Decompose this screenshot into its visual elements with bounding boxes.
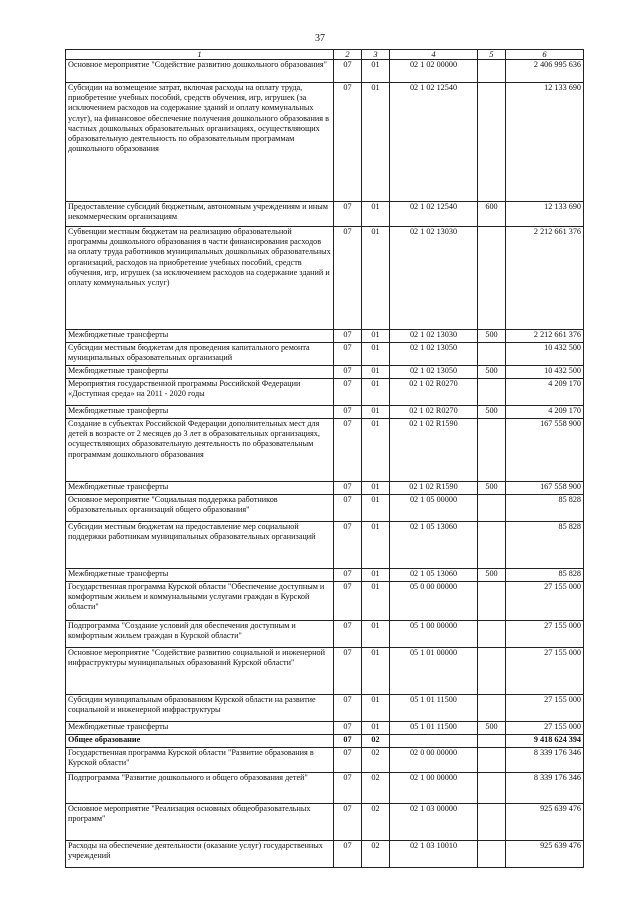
header-cell: 1	[66, 50, 334, 60]
row-section-cell: 07	[334, 83, 362, 202]
row-expense-type-cell	[478, 495, 506, 522]
row-section-cell: 07	[334, 621, 362, 648]
table-row	[66, 482, 584, 495]
table-row	[66, 841, 584, 868]
row-target-code-cell: 05 1 01 00000	[390, 648, 478, 695]
row-target-code-cell: 05 1 01 11500	[390, 722, 478, 735]
row-section-cell: 07	[334, 569, 362, 582]
row-name-cell: Основное мероприятие "Содействие развитию дошкольного образования"	[66, 60, 334, 83]
row-subsection-cell: 01	[362, 482, 390, 495]
row-target-code-cell: 02 1 02 00000	[390, 60, 478, 83]
row-name-cell: Межбюджетные трансферты	[66, 330, 334, 343]
header-cell: 3	[362, 50, 390, 60]
row-section-cell: 07	[334, 60, 362, 83]
row-expense-type-cell	[478, 379, 506, 406]
row-target-code-cell: 02 1 02 R1590	[390, 482, 478, 495]
row-subsection-cell: 01	[362, 83, 390, 202]
row-expense-type-cell	[478, 60, 506, 83]
row-amount-cell: 27 155 000	[506, 621, 584, 648]
row-amount-cell: 85 828	[506, 569, 584, 582]
row-name-cell: Общее образование	[66, 735, 334, 748]
row-expense-type-cell: 500	[478, 482, 506, 495]
row-section-cell: 07	[334, 695, 362, 722]
row-amount-cell: 8 339 176 346	[506, 748, 584, 773]
table-row	[66, 330, 584, 343]
row-section-cell: 07	[334, 419, 362, 482]
row-section-cell: 07	[334, 841, 362, 868]
row-subsection-cell: 02	[362, 804, 390, 841]
row-subsection-cell: 01	[362, 379, 390, 406]
row-name-cell: Подпрограмма "Создание условий для обеспечения доступным и комфортным жильем граждан в Курской области"	[66, 621, 334, 648]
row-expense-type-cell	[478, 773, 506, 804]
row-target-code-cell: 02 1 05 13060	[390, 522, 478, 569]
row-name-cell: Основное мероприятие "Социальная поддержка работников образовательных организаций общего образования"	[66, 495, 334, 522]
table-row	[66, 202, 584, 227]
row-name-cell: Создание в субъектах Российской Федерации дополнительных мест для детей в возрасте от 2 месяцев до 3 лет в образовательных организациях, осуществляющих образовательную деятельность по образовательным программам дошкольного образования	[66, 419, 334, 482]
row-subsection-cell: 01	[362, 722, 390, 735]
row-name-cell: Основное мероприятие "Реализация основных общеобразовательных программ"	[66, 804, 334, 841]
row-amount-cell: 85 828	[506, 495, 584, 522]
row-amount-cell: 925 639 476	[506, 804, 584, 841]
row-section-cell: 07	[334, 522, 362, 569]
row-expense-type-cell	[478, 343, 506, 366]
table-row	[66, 495, 584, 522]
row-amount-cell: 27 155 000	[506, 722, 584, 735]
row-subsection-cell: 01	[362, 621, 390, 648]
row-name-cell: Межбюджетные трансферты	[66, 366, 334, 379]
row-expense-type-cell: 500	[478, 366, 506, 379]
row-name-cell: Субсидии местным бюджетам на предоставление мер социальной поддержки работникам муниципальных образовательных организаций	[66, 522, 334, 569]
row-target-code-cell: 02 1 05 00000	[390, 495, 478, 522]
row-name-cell: Субвенции местным бюджетам на реализацию образовательной программы дошкольного образования в части финансирования расходов на оплату труда работников муниципальных дошкольных образовательных организаций, расходов на приобретение учебных пособий, средств обучения, игр, игрушек (за исключением расходов на содержание зданий и оплату коммунальных услуг)	[66, 227, 334, 330]
row-expense-type-cell	[478, 582, 506, 621]
table-row	[66, 522, 584, 569]
row-expense-type-cell	[478, 648, 506, 695]
table-row	[66, 748, 584, 773]
row-subsection-cell: 01	[362, 60, 390, 83]
row-section-cell: 07	[334, 648, 362, 695]
table-row	[66, 804, 584, 841]
row-amount-cell: 2 212 661 376	[506, 227, 584, 330]
table-row	[66, 569, 584, 582]
row-expense-type-cell	[478, 804, 506, 841]
row-section-cell: 07	[334, 366, 362, 379]
row-subsection-cell: 02	[362, 735, 390, 748]
row-subsection-cell: 01	[362, 522, 390, 569]
row-amount-cell: 12 133 690	[506, 83, 584, 202]
row-name-cell: Межбюджетные трансферты	[66, 406, 334, 419]
row-section-cell: 07	[334, 379, 362, 406]
row-subsection-cell: 02	[362, 748, 390, 773]
table-row	[66, 621, 584, 648]
row-target-code-cell: 02 1 02 13030	[390, 330, 478, 343]
table-row	[66, 406, 584, 419]
table-row	[66, 227, 584, 330]
row-expense-type-cell	[478, 83, 506, 202]
row-target-code-cell	[390, 735, 478, 748]
row-amount-cell: 10 432 500	[506, 343, 584, 366]
table-row	[66, 419, 584, 482]
row-name-cell: Основное мероприятие "Содействие развитию социальной и инженерной инфраструктуры муниципальных образований Курской области"	[66, 648, 334, 695]
header-row	[66, 50, 584, 60]
row-target-code-cell: 02 1 03 00000	[390, 804, 478, 841]
row-section-cell: 07	[334, 773, 362, 804]
row-name-cell: Субсидии муниципальным образованиям Курской области на развитие социальной и инженерной инфраструктуры	[66, 695, 334, 722]
row-amount-cell: 27 155 000	[506, 695, 584, 722]
row-amount-cell: 85 828	[506, 522, 584, 569]
row-amount-cell: 925 639 476	[506, 841, 584, 868]
row-target-code-cell: 02 1 02 R0270	[390, 406, 478, 419]
row-amount-cell: 12 133 690	[506, 202, 584, 227]
row-expense-type-cell	[478, 748, 506, 773]
table-row	[66, 366, 584, 379]
row-subsection-cell: 01	[362, 343, 390, 366]
row-expense-type-cell	[478, 735, 506, 748]
row-expense-type-cell: 500	[478, 406, 506, 419]
row-section-cell: 07	[334, 495, 362, 522]
row-expense-type-cell	[478, 695, 506, 722]
header-cell: 4	[390, 50, 478, 60]
row-expense-type-cell: 600	[478, 202, 506, 227]
row-section-cell: 07	[334, 582, 362, 621]
header-cell: 2	[334, 50, 362, 60]
row-name-cell: Межбюджетные трансферты	[66, 482, 334, 495]
row-target-code-cell: 02 1 02 12540	[390, 202, 478, 227]
row-subsection-cell: 01	[362, 582, 390, 621]
row-section-cell: 07	[334, 330, 362, 343]
table-row	[66, 722, 584, 735]
row-section-cell: 07	[334, 722, 362, 735]
row-section-cell: 07	[334, 804, 362, 841]
row-target-code-cell: 02 1 05 13060	[390, 569, 478, 582]
row-expense-type-cell: 500	[478, 722, 506, 735]
table-row	[66, 60, 584, 83]
row-target-code-cell: 02 1 02 12540	[390, 83, 478, 202]
table-row	[66, 695, 584, 722]
row-section-cell: 07	[334, 406, 362, 419]
row-target-code-cell: 05 0 00 00000	[390, 582, 478, 621]
row-expense-type-cell: 500	[478, 569, 506, 582]
row-amount-cell: 2 406 995 636	[506, 60, 584, 83]
row-amount-cell: 8 339 176 346	[506, 773, 584, 804]
row-target-code-cell: 02 0 00 00000	[390, 748, 478, 773]
row-expense-type-cell	[478, 621, 506, 648]
table-row	[66, 582, 584, 621]
header-cell: 6	[506, 50, 584, 60]
row-section-cell: 07	[334, 343, 362, 366]
row-section-cell: 07	[334, 482, 362, 495]
row-section-cell: 07	[334, 748, 362, 773]
row-amount-cell: 27 155 000	[506, 648, 584, 695]
row-name-cell: Подпрограмма "Развитие дошкольного и общего образования детей"	[66, 773, 334, 804]
row-subsection-cell: 01	[362, 366, 390, 379]
row-target-code-cell: 05 1 01 11500	[390, 695, 478, 722]
row-name-cell: Расходы на обеспечение деятельности (оказание услуг) государственных учреждений	[66, 841, 334, 868]
row-name-cell: Межбюджетные трансферты	[66, 569, 334, 582]
row-name-cell: Государственная программа Курской области "Развитие образования в Курской области"	[66, 748, 334, 773]
row-subsection-cell: 01	[362, 330, 390, 343]
row-name-cell: Государственная программа Курской области "Обеспечение доступным и комфортным жильем и коммунальными услугами граждан в Курской области"	[66, 582, 334, 621]
row-subsection-cell: 02	[362, 841, 390, 868]
row-target-code-cell: 02 1 02 R0270	[390, 379, 478, 406]
row-target-code-cell: 02 1 02 13030	[390, 227, 478, 330]
row-name-cell: Межбюджетные трансферты	[66, 722, 334, 735]
row-subsection-cell: 01	[362, 569, 390, 582]
row-subsection-cell: 01	[362, 648, 390, 695]
row-amount-cell: 4 209 170	[506, 379, 584, 406]
row-target-code-cell: 02 1 03 10010	[390, 841, 478, 868]
row-target-code-cell: 02 1 02 R1590	[390, 419, 478, 482]
row-section-cell: 07	[334, 227, 362, 330]
table-row	[66, 735, 584, 748]
row-amount-cell: 167 558 900	[506, 482, 584, 495]
table-row	[66, 343, 584, 366]
row-subsection-cell: 01	[362, 227, 390, 330]
row-subsection-cell: 01	[362, 406, 390, 419]
row-subsection-cell: 01	[362, 495, 390, 522]
page-number: 37	[315, 33, 325, 44]
row-amount-cell: 10 432 500	[506, 366, 584, 379]
row-subsection-cell: 01	[362, 695, 390, 722]
row-target-code-cell: 02 1 00 00000	[390, 773, 478, 804]
row-amount-cell: 4 209 170	[506, 406, 584, 419]
row-section-cell: 07	[334, 202, 362, 227]
row-expense-type-cell	[478, 227, 506, 330]
table-row	[66, 83, 584, 202]
row-amount-cell: 9 418 624 394	[506, 735, 584, 748]
table-row	[66, 773, 584, 804]
row-amount-cell: 2 212 661 376	[506, 330, 584, 343]
row-target-code-cell: 05 1 00 00000	[390, 621, 478, 648]
table-row	[66, 379, 584, 406]
header-cell: 5	[478, 50, 506, 60]
row-expense-type-cell	[478, 522, 506, 569]
row-target-code-cell: 02 1 02 13050	[390, 366, 478, 379]
row-amount-cell: 167 558 900	[506, 419, 584, 482]
row-expense-type-cell	[478, 419, 506, 482]
row-target-code-cell: 02 1 02 13050	[390, 343, 478, 366]
budget-table	[65, 49, 584, 868]
row-name-cell: Субсидии местным бюджетам для проведения капитального ремонта муниципальных образовательных организаций	[66, 343, 334, 366]
row-subsection-cell: 01	[362, 419, 390, 482]
row-expense-type-cell	[478, 841, 506, 868]
row-subsection-cell: 02	[362, 773, 390, 804]
row-section-cell: 07	[334, 735, 362, 748]
row-name-cell: Предоставление субсидий бюджетным, автономным учреждениям и иным некоммерческим организациям	[66, 202, 334, 227]
row-name-cell: Мероприятия государственной программы Российской Федерации «Доступная среда» на 2011 - 2020 годы	[66, 379, 334, 406]
table-row	[66, 648, 584, 695]
row-name-cell: Субсидии на возмещение затрат, включая расходы на оплату труда, приобретение учебных пособий, средств обучения, игр, игрушек (за исключением расходов на содержание зданий и оплату коммунальных услуг), на финансовое обеспечение получения дошкольного образования в частных дошкольных образовательных организациях, осуществляющих образовательную деятельность по образовательным программам дошкольного образования	[66, 83, 334, 202]
row-subsection-cell: 01	[362, 202, 390, 227]
row-amount-cell: 27 155 000	[506, 582, 584, 621]
row-expense-type-cell: 500	[478, 330, 506, 343]
